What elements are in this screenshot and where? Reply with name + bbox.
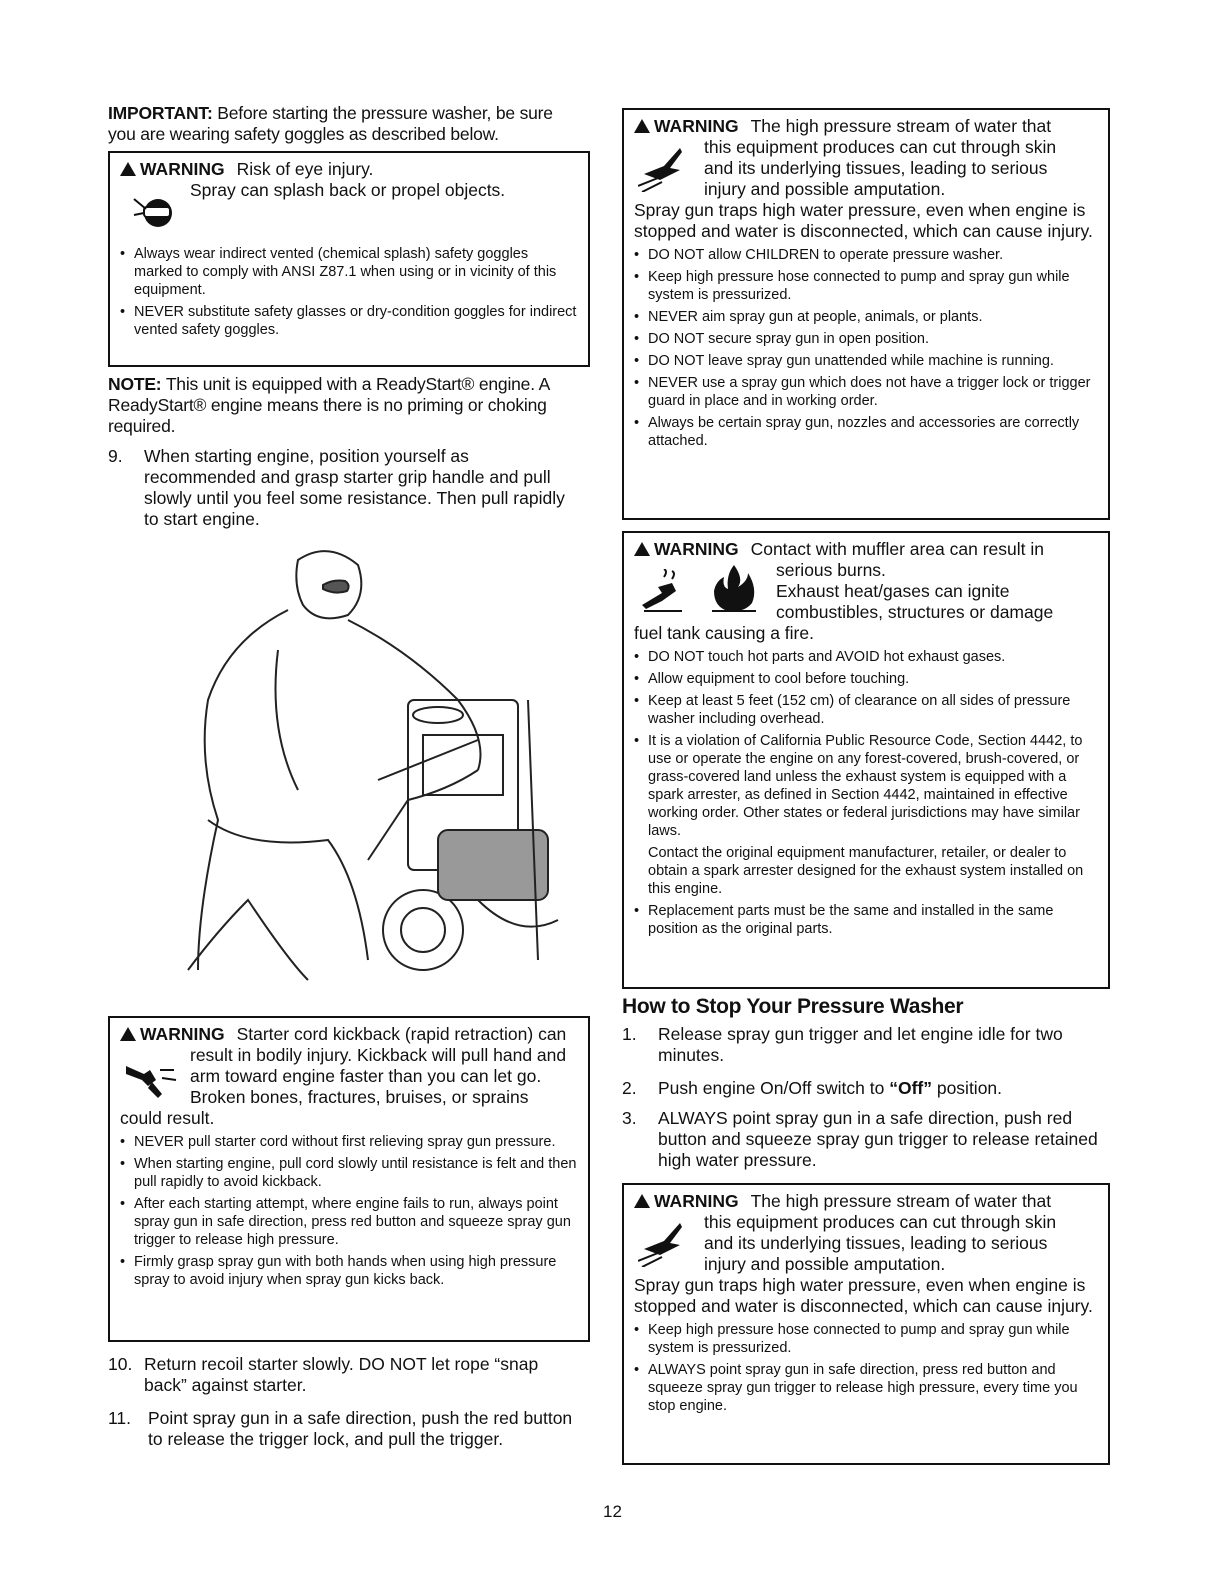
kickback-icon: [122, 1058, 178, 1102]
stop-step-3: 3. ALWAYS point spray gun in a safe direction, push red button and squeeze spray gun trigger to release retained high water pressure.: [622, 1108, 1098, 1170]
bullet-item: • It is a violation of California Public Resource Code, Section 4442, to use or operate the engine on any forest-covered, brush-covered, or grass-covered land unless the exhaust system is equipped with a spark arrester, as defined in Section 4442, maintained in effective working order. Other states or federal jurisdictions may have similar laws.: [634, 732, 1098, 840]
kickback-warning-box: WARNING Starter cord kickback (rapid retraction) can result in bodily injury. Kickback will pull hand and arm toward engine faster than you can let go. Broken bones, fractures, bruises, or sprains could result. • NEVER pull starter cord without first relieving spray gun pressure. • When starting engine, pull cord slowly until resistance is felt and then pull rapidly to avoid kickback. • After each starting attempt, where engine fails to run, always point spray gun in safe direction, press red button and squeeze spray gun trigger to release high pressure. • Firmly grasp spray gun with both hands when using high pressure spray to avoid injury when spray gun kicks back.: [108, 1016, 590, 1342]
pressure-washer-operator-illustration: [148, 540, 568, 1010]
warning-line: Spray can splash back or propel objects.: [190, 180, 506, 200]
bullet-item: • DO NOT touch hot parts and AVOID hot exhaust gases.: [634, 648, 1098, 666]
eye-warning-box: [108, 151, 590, 367]
warning-triangle-icon: [634, 119, 650, 133]
warning-triangle-icon: [634, 1194, 650, 1208]
bullet-item: • Always be certain spray gun, nozzles and accessories are correctly attached.: [634, 414, 1098, 450]
bullet-item: • ALWAYS point spray gun in safe direction, press red button and squeeze spray gun trigger to release high pressure, every time you stop engine.: [634, 1361, 1098, 1415]
note-label: NOTE:: [108, 374, 162, 394]
important-text: Before starting the pressure washer, be sure you are wearing safety goggles as described below.: [108, 103, 553, 144]
important-note: [108, 103, 578, 145]
bullet-item: • DO NOT leave spray gun unattended while machine is running.: [634, 352, 1098, 370]
bullet-item: • DO NOT allow CHILDREN to operate pressure washer.: [634, 246, 1098, 264]
step-9: 9. When starting engine, position yourself as recommended and grasp starter grip handle and pull slowly until you feel some resistance. Then pull rapidly to start engine.: [108, 446, 565, 529]
bullet-item: • NEVER use a spray gun which does not have a trigger lock or trigger guard in place and in working order.: [634, 374, 1098, 410]
stream-warning-box-2: WARNING The high pressure stream of water that this equipment produces can cut through skin and its underlying tissues, leading to serious injury and possible amputation. Spray gun traps high water pressure, even when engine is stopped and water is disconnected, which can cause injury. • Keep high pressure hose connected to pump and spray gun while system is pressurized. • ALWAYS point spray gun in safe direction, press red button and squeeze spray gun trigger to release high pressure, every time you stop engine.: [622, 1183, 1110, 1465]
warning-triangle-icon: [120, 1027, 136, 1041]
spark-arrester-note: Contact the original equipment manufacturer, retailer, or dealer to obtain a spark arrester designed for the exhaust system installed on this engine.: [648, 845, 1084, 897]
bullet-item: • DO NOT secure spray gun in open position.: [634, 330, 1098, 348]
bullet-item: • Keep high pressure hose connected to pump and spray gun while system is pressurized.: [634, 268, 1098, 304]
bullet-item: • Keep at least 5 feet (152 cm) of clearance on all sides of pressure washer including overhead.: [634, 692, 1098, 728]
muffler-warning-box: WARNING Contact with muffler area can result in serious burns. Exhaust heat/gases can ignite combustibles, structures or damage fuel tank causing a fire. • DO NOT touch hot parts and AVOID hot exhaust gases. • Allow equipment to cool before touching. • Keep at least 5 feet (152 cm) of clearance on all sides of pressure washer including overhead. • It is a violation of California Public Resource Code, Section 4442, to use or operate the engine on any forest-covered, brush-covered, or grass-covered land unless the exhaust system is equipped with a spark arrester, as defined in Section 4442, maintained in effective working order. Other states or federal jurisdictions may have similar laws. Contact the original equipment manufacturer, retailer, or dealer to obtain a spark arrester designed for the exhaust system installed on this engine. • Replacement parts must be the same and installed in the same position as the original parts.: [622, 531, 1110, 989]
fire-icon: [710, 563, 758, 613]
warning-triangle-icon: [634, 542, 650, 556]
bullet-item: • After each starting attempt, where engine fails to run, always point spray gun in safe direction, press red button and squeeze spray gun trigger to release high pressure.: [120, 1195, 578, 1249]
injection-hazard-icon: [638, 144, 688, 192]
warning-header: WARNING The high pressure stream of water that: [634, 116, 1098, 137]
bullet-item: • NEVER substitute safety glasses or dry-condition goggles for indirect vented safety goggles.: [120, 303, 578, 339]
important-label: IMPORTANT:: [108, 103, 213, 123]
bullet-item: • When starting engine, pull cord slowly until resistance is felt and then pull rapidly to avoid kickback.: [120, 1155, 578, 1191]
stream-warning-box: WARNING The high pressure stream of water that this equipment produces can cut through skin and its underlying tissues, leading to serious injury and possible amputation. Spray gun traps high water pressure, even when engine is stopped and water is disconnected, which can cause injury. • DO NOT allow CHILDREN to operate pressure washer. • Keep high pressure hose connected to pump and spray gun while system is pressurized. • NEVER aim spray gun at people, animals, or plants. • DO NOT secure spray gun in open position. • DO NOT leave spray gun unattended while machine is running. • NEVER use a spray gun which does not have a trigger lock or trigger guard in place and in working order. • Always be certain spray gun, nozzles and accessories are correctly attached.: [622, 108, 1110, 520]
warning-triangle-icon: [120, 162, 136, 176]
bullet-item: • Firmly grasp spray gun with both hands when using high pressure spray to avoid injury when spray gun kicks back.: [120, 1253, 578, 1289]
page-number: 12: [603, 1502, 622, 1521]
stop-step-1: 1. Release spray gun trigger and let engine idle for two minutes.: [622, 1024, 1063, 1065]
note-paragraph: [108, 374, 586, 437]
bullet-item: • NEVER pull starter cord without first relieving spray gun pressure.: [120, 1133, 578, 1151]
injection-hazard-icon: [638, 1219, 688, 1267]
bullet-item: • Replacement parts must be the same and installed in the same position as the original parts.: [634, 902, 1098, 938]
stop-step-2: 2. Push engine On/Off switch to “Off” position.: [622, 1078, 1003, 1098]
bullet-item: • Allow equipment to cool before touching.: [634, 670, 1098, 688]
goggles-icon: [132, 193, 176, 233]
warning-header: WARNING Risk of eye injury.: [120, 159, 578, 180]
note-text: This unit is equipped with a ReadyStart® engine. A ReadyStart® engine means there is no priming or choking required.: [108, 374, 550, 436]
step-10: 10. Return recoil starter slowly. DO NOT let rope “snap back” against starter.: [108, 1354, 539, 1395]
bullet-item: • NEVER aim spray gun at people, animals, or plants.: [634, 308, 1098, 326]
hot-surface-icon: [638, 569, 690, 613]
bullet-item: • Always wear indirect vented (chemical splash) safety goggles marked to comply with ANSI Z87.1 when using or in vicinity of this equipment.: [120, 245, 578, 299]
stop-section-heading: How to Stop Your Pressure Washer: [622, 995, 964, 1018]
warning-header: WARNING Starter cord kickback (rapid retraction) can: [120, 1024, 578, 1045]
step-11: 11. Point spray gun in a safe direction, push the red button to release the trigger lock, and pull the trigger.: [108, 1408, 573, 1449]
bullet-item: • Keep high pressure hose connected to pump and spray gun while system is pressurized.: [634, 1321, 1098, 1357]
warning-header: WARNING Contact with muffler area can result in: [634, 539, 1098, 560]
warning-header: WARNING The high pressure stream of water that: [634, 1191, 1098, 1212]
